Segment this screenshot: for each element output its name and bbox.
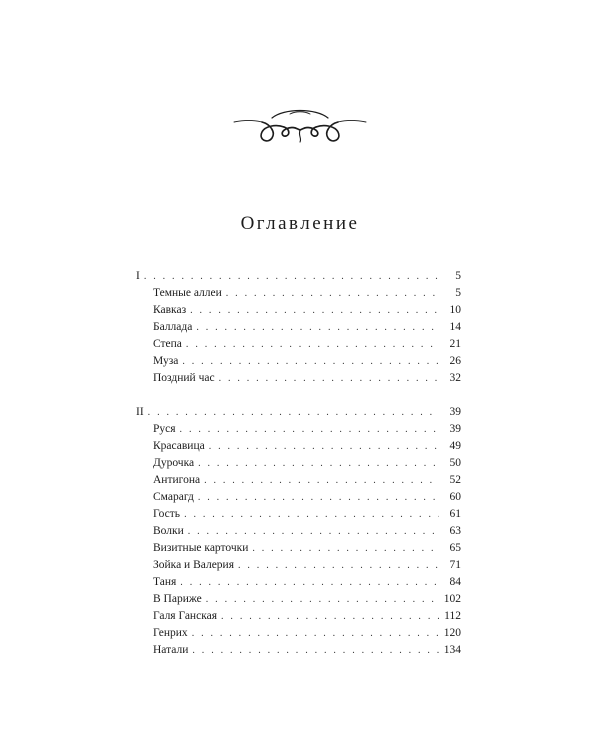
- dot-leader: [148, 404, 439, 421]
- toc-entry-title: Натали: [153, 644, 189, 656]
- toc-entry-title: Баллада: [153, 321, 193, 333]
- dot-leader: [206, 591, 439, 608]
- toc-entry-title: Визитные карточки: [153, 542, 249, 554]
- dot-leader: [180, 574, 439, 591]
- dot-leader: [226, 285, 439, 302]
- toc-page-number: 14: [449, 321, 461, 333]
- toc-entry-title: Кавказ: [153, 304, 187, 316]
- toc-page-number: 112: [444, 610, 461, 622]
- toc-entry-title: Таня: [153, 576, 177, 588]
- toc-entry-title: Генрих: [153, 627, 188, 639]
- toc-page-number: 21: [449, 338, 461, 350]
- toc-page-number: 84: [449, 576, 461, 588]
- toc-part-heading: [136, 404, 461, 421]
- toc-part-2: [136, 404, 461, 659]
- toc-part-label: I: [136, 270, 140, 282]
- toc-entry: [136, 336, 461, 353]
- dot-leader: [219, 370, 439, 387]
- toc-entry: [136, 353, 461, 370]
- toc-entry: [136, 489, 461, 506]
- toc-entry: [136, 421, 461, 438]
- toc-entry: [136, 472, 461, 489]
- toc-page-number: 65: [449, 542, 461, 554]
- dot-leader: [190, 302, 439, 319]
- toc-page-number: 5: [455, 287, 461, 299]
- toc-entry: [136, 302, 461, 319]
- toc-entry: [136, 608, 461, 625]
- toc-entry: [136, 557, 461, 574]
- dot-leader: [144, 268, 439, 285]
- toc-entry: [136, 574, 461, 591]
- dot-leader: [182, 353, 439, 370]
- toc-entry-title: Дурочка: [153, 457, 195, 469]
- table-of-contents: [136, 268, 461, 659]
- toc-entry-title: Поздний час: [153, 372, 215, 384]
- toc-entry-title: Зойка и Валерия: [153, 559, 234, 571]
- page-title: Оглавление: [240, 213, 360, 234]
- dot-leader: [209, 438, 439, 455]
- toc-entry-title: Муза: [153, 355, 179, 367]
- toc-entry: [136, 319, 461, 336]
- toc-page-number: 120: [443, 627, 461, 639]
- toc-entry-title: Смарагд: [153, 491, 194, 503]
- dot-leader: [204, 472, 439, 489]
- dot-leader: [188, 523, 439, 540]
- dot-leader: [198, 489, 439, 506]
- toc-entry: [136, 642, 461, 659]
- toc-entry-title: Темные аллеи: [153, 287, 222, 299]
- toc-entry-title: Галя Ганская: [153, 610, 218, 622]
- toc-part-1: [136, 268, 461, 387]
- toc-entry-title: Антигона: [153, 474, 201, 486]
- toc-page-number: 61: [449, 508, 461, 520]
- toc-entry-title: Красавица: [153, 440, 205, 452]
- dot-leader: [238, 557, 439, 574]
- toc-page-number: 5: [455, 270, 461, 282]
- dot-leader: [192, 642, 439, 659]
- toc-entry: [136, 591, 461, 608]
- toc-page-number: 60: [449, 491, 461, 503]
- toc-page-number: 71: [449, 559, 461, 571]
- dot-leader: [180, 421, 439, 438]
- toc-page-number: 50: [449, 457, 461, 469]
- toc-entry-title: В Париже: [153, 593, 202, 605]
- toc-part-heading: [136, 268, 461, 285]
- toc-entry: [136, 523, 461, 540]
- toc-page-number: 63: [449, 525, 461, 537]
- toc-entry: [136, 540, 461, 557]
- toc-entry: [136, 625, 461, 642]
- dot-leader: [192, 625, 439, 642]
- flourish-ornament-icon: [232, 100, 368, 150]
- toc-entry-title: Руся: [153, 423, 176, 435]
- toc-page-number: 49: [449, 440, 461, 452]
- toc-page-number: 39: [449, 423, 461, 435]
- toc-entry-title: Волки: [153, 525, 184, 537]
- toc-entry: [136, 506, 461, 523]
- dot-leader: [184, 506, 439, 523]
- toc-page-number: 32: [449, 372, 461, 384]
- dot-leader: [221, 608, 439, 625]
- toc-page-number: 52: [449, 474, 461, 486]
- dot-leader: [196, 319, 439, 336]
- toc-entry-title: Степа: [153, 338, 182, 350]
- toc-page-number: 134: [443, 644, 461, 656]
- toc-page-number: 102: [443, 593, 461, 605]
- toc-page-number: 26: [449, 355, 461, 367]
- toc-part-label: II: [136, 406, 144, 418]
- dot-leader: [198, 455, 439, 472]
- toc-entry-title: Гость: [153, 508, 181, 520]
- toc-entry: [136, 455, 461, 472]
- toc-entry: [136, 370, 461, 387]
- toc-page-number: 39: [449, 406, 461, 418]
- toc-entry: [136, 438, 461, 455]
- toc-entry: [136, 285, 461, 302]
- toc-page-number: 10: [449, 304, 461, 316]
- dot-leader: [186, 336, 439, 353]
- dot-leader: [252, 540, 439, 557]
